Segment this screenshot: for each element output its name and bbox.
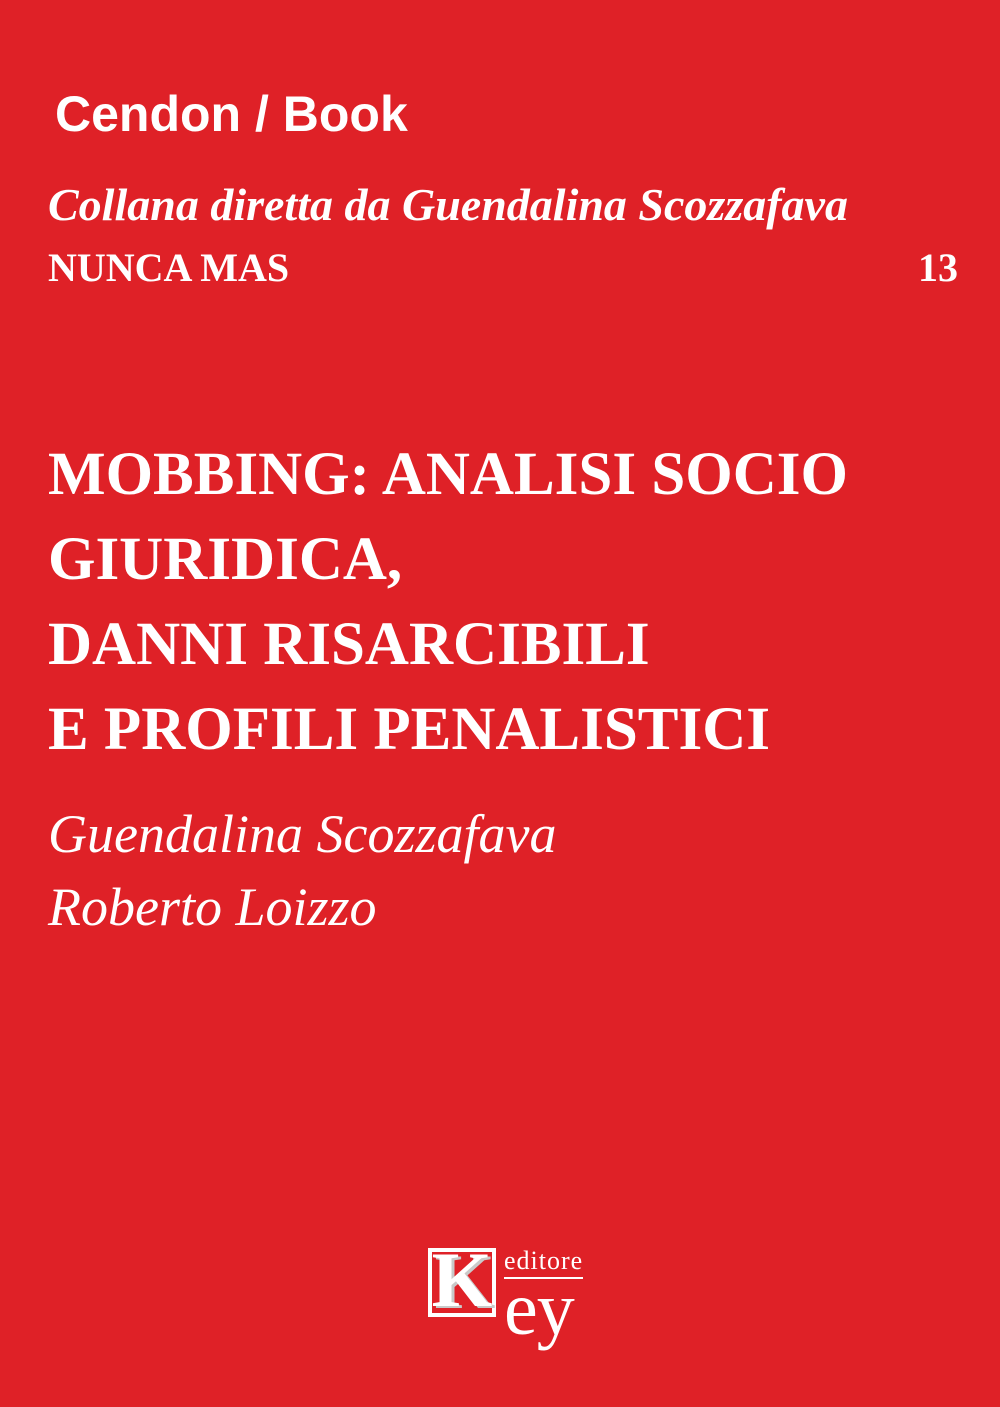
title-line-3: DANNI RISARCIBILI bbox=[48, 611, 650, 678]
brand-label: Cendon / Book bbox=[55, 86, 408, 142]
key-logo-wordmark bbox=[504, 1246, 584, 1351]
title-line-1: MOBBING: ANALISI SOCIO bbox=[48, 441, 848, 508]
author-name-1: Guendalina Scozzafava bbox=[48, 804, 557, 864]
key-logo-ey-letters: ey bbox=[504, 1267, 574, 1351]
key-logo-k-letter: K bbox=[431, 1235, 493, 1323]
authors bbox=[48, 798, 556, 944]
author-name-2: Roberto Loizzo bbox=[48, 877, 377, 937]
key-editore-logo bbox=[428, 1235, 584, 1351]
key-logo-square-icon bbox=[428, 1235, 496, 1323]
series-note: Collana diretta da Guendalina Scozzafava bbox=[48, 179, 848, 230]
title-line-4: E PROFILI PENALISTICI bbox=[48, 696, 770, 763]
collection-name: NUNCA MAS bbox=[48, 245, 290, 290]
editore-label: editore bbox=[504, 1248, 583, 1279]
volume-number: 13 bbox=[918, 245, 958, 290]
book-title bbox=[48, 432, 848, 772]
title-line-2: GIURIDICA, bbox=[48, 526, 403, 593]
